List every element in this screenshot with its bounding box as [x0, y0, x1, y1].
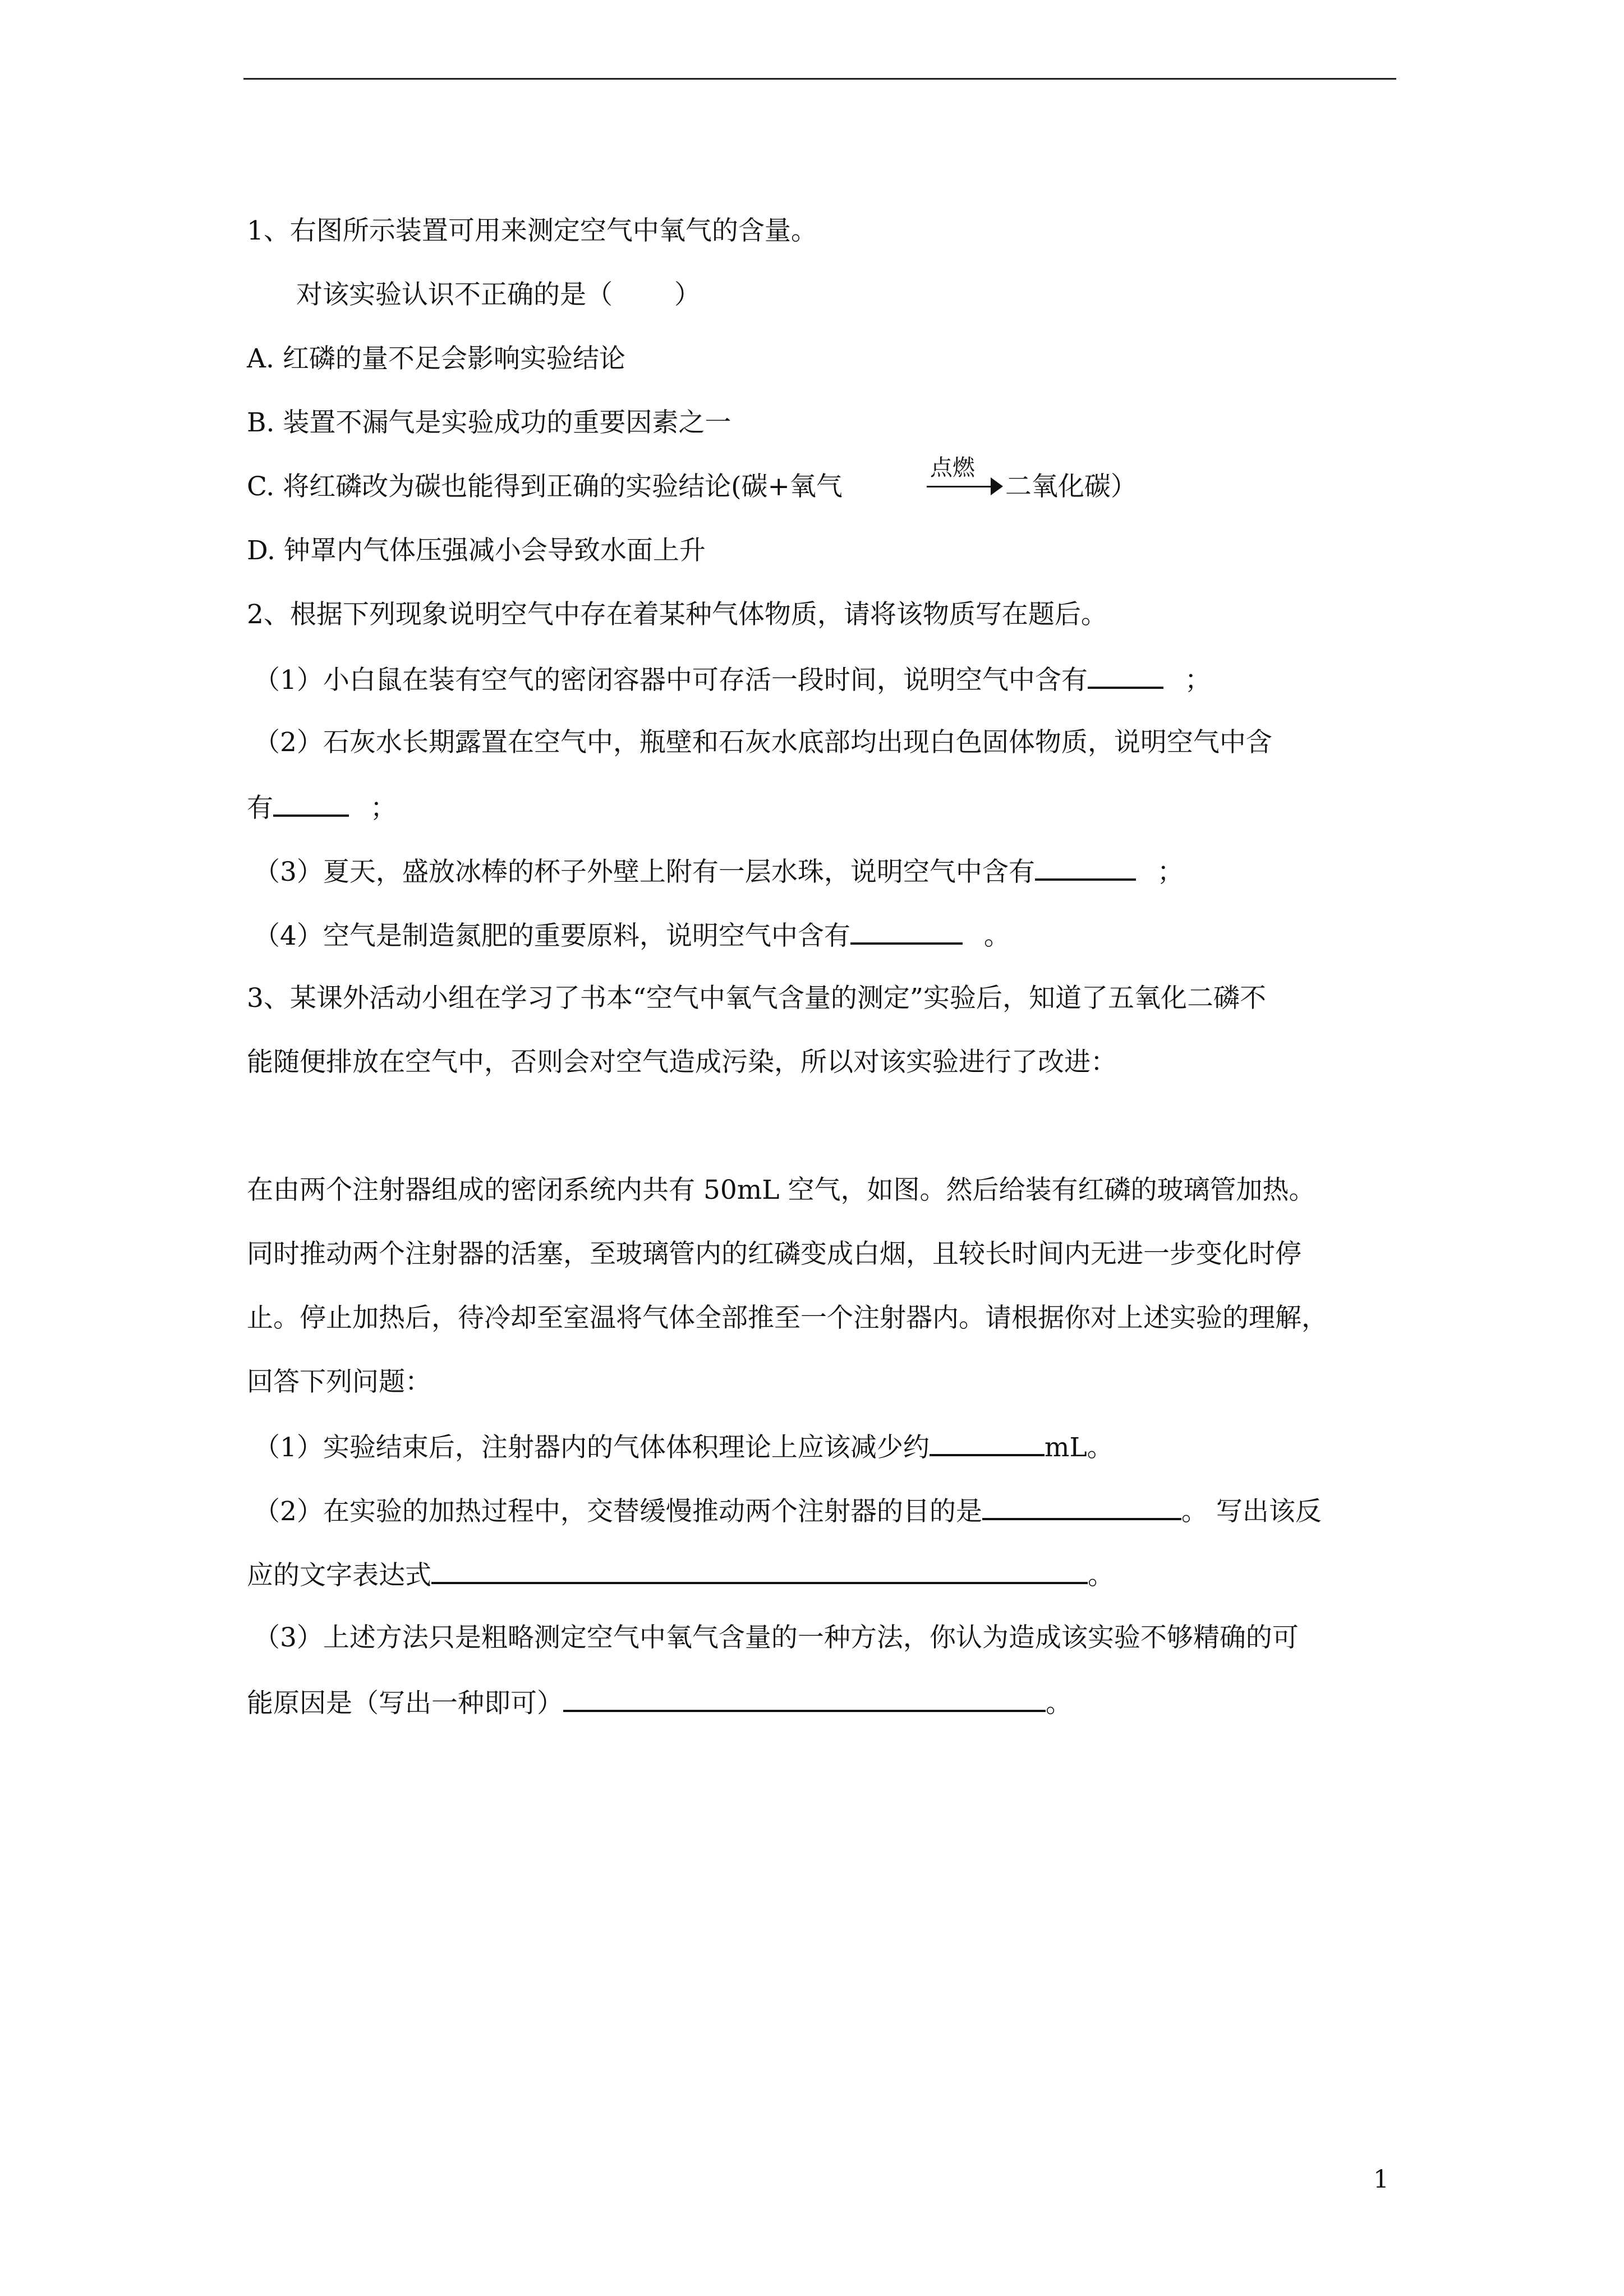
- q3-para-line-4: 回答下列问题：: [247, 1366, 431, 1397]
- q3-stem-line-2: 能随便排放在空气中，否则会对空气造成污染，所以对该实验进行了改进：: [247, 1047, 1117, 1078]
- q1-option-b: B. 装置不漏气是实验成功的重要因素之一: [247, 407, 732, 438]
- q2-item-2: （2）石灰水长期露置在空气中，瓶壁和石灰水底部均出现白色固体物质，说明空气中含: [254, 727, 1272, 758]
- q3-sub-1: （1）实验结束后，注射器内的气体体积理论上应该减少约 mL。: [254, 1429, 1114, 1465]
- q3-para-line-1: 在由两个注射器组成的密闭系统内共有 50mL 空气，如图。然后给装有红磷的玻璃管加热。: [247, 1175, 1315, 1205]
- q3-sub-2: （2）在实验的加热过程中，交替缓慢推动两个注射器的目的是 。 写出该反: [254, 1493, 1322, 1529]
- q2-item-1: （1）小白鼠在装有空气的密闭容器中可存活一段时间，说明空气中含有 ；: [254, 662, 1211, 697]
- answer-blank[interactable]: [930, 1429, 1045, 1456]
- q1-stem: 1、右图所示装置可用来测定空气中氧气的含量。: [247, 215, 817, 246]
- q3-sub-3-cont: 能原因是（写出一种即可） 。: [247, 1685, 1072, 1720]
- page-number: 1: [1373, 2165, 1389, 2194]
- answer-blank[interactable]: [1035, 854, 1136, 881]
- reaction-condition: 点燃: [930, 455, 975, 481]
- q3-sub-2-cont: 应的文字表达式 。: [247, 1557, 1114, 1593]
- q1-option-a: A. 红磷的量不足会影响实验结论: [247, 343, 625, 374]
- answer-blank[interactable]: [982, 1493, 1181, 1520]
- q1-option-d: D. 钟罩内气体压强减小会导致水面上升: [247, 535, 706, 566]
- q3-stem-line-1: 3、某课外活动小组在学习了书本“空气中氧气含量的测定”实验后，知道了五氧化二磷不: [247, 983, 1266, 1014]
- answer-blank[interactable]: [563, 1685, 1046, 1712]
- header-rule: [243, 78, 1396, 80]
- q2-stem: 2、根据下列现象说明空气中存在着某种气体物质，请将该物质写在题后。: [247, 599, 1107, 630]
- q2-item-4: （4）空气是制造氮肥的重要原料，说明空气中含有 。: [254, 918, 1010, 953]
- q1-ask: 对该实验认识不正确的是（ ）: [296, 279, 701, 310]
- arrow-head-icon: [991, 477, 1003, 495]
- answer-blank[interactable]: [1088, 662, 1163, 689]
- q3-para-line-3: 止。停止加热后，待冷却至室温将气体全部推至一个注射器内。请根据你对上述实验的理解，: [247, 1303, 1328, 1333]
- reaction-arrow: [927, 455, 1005, 504]
- q1-option-c: C. 将红磷改为碳也能得到正确的实验结论(碳+氧气 点燃 二氧化碳）: [247, 470, 1137, 504]
- q2-item-3: （3）夏天，盛放冰棒的杯子外壁上附有一层水珠，说明空气中含有 ；: [254, 854, 1184, 889]
- q3-sub-3: （3）上述方法只是粗略测定空气中氧气含量的一种方法，你认为造成该实验不够精确的可: [254, 1622, 1299, 1653]
- answer-blank[interactable]: [850, 918, 963, 945]
- q2-item-2-cont: 有 ；: [247, 790, 397, 825]
- answer-blank[interactable]: [273, 790, 349, 817]
- q3-para-line-2: 同时推动两个注射器的活塞，至玻璃管内的红磷变成白烟，且较长时间内无进一步变化时停: [247, 1239, 1301, 1269]
- answer-blank[interactable]: [431, 1557, 1088, 1584]
